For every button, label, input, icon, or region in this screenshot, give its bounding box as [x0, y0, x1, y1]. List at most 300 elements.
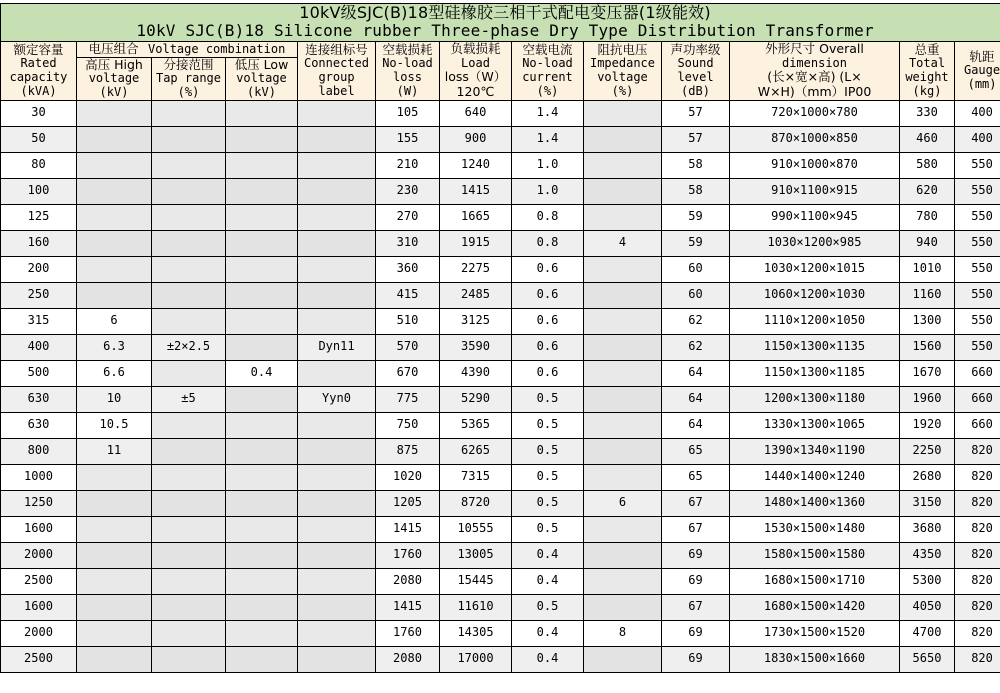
- header-load-loss-unit: 120℃: [440, 85, 511, 99]
- title-chinese: 10kV级SJC(B)18型硅橡胶三相干式配电变压器(1级能效): [1, 4, 1000, 22]
- cell-dimension: 910×1100×915: [730, 178, 900, 204]
- cell-no-load-loss: 415: [376, 282, 440, 308]
- header-sound-level-en1: Sound: [662, 57, 729, 71]
- cell-group-label: [298, 594, 376, 620]
- cell-impedance-voltage: [584, 646, 662, 672]
- cell-no-load-current: 0.5: [512, 464, 584, 490]
- cell-group-label: [298, 620, 376, 646]
- cell-sound-level: 69: [662, 568, 730, 594]
- cell-no-load-current: 0.8: [512, 230, 584, 256]
- cell-dimension: 1110×1200×1050: [730, 308, 900, 334]
- cell-lv-voltage: [226, 204, 298, 230]
- cell-impedance-voltage: [584, 126, 662, 152]
- cell-gauge: 820: [955, 438, 1000, 464]
- table-row: [1, 100, 1000, 126]
- cell-sound-level: 64: [662, 412, 730, 438]
- cell-rated-capacity: 800: [1, 438, 77, 464]
- transformer-spec-table: [0, 3, 1000, 673]
- cell-no-load-loss: 1020: [376, 464, 440, 490]
- cell-tap-range: [152, 516, 226, 542]
- cell-dimension: 720×1000×780: [730, 100, 900, 126]
- cell-sound-level: 58: [662, 178, 730, 204]
- cell-no-load-current: 0.6: [512, 360, 584, 386]
- cell-hv-voltage: 6: [77, 308, 152, 334]
- cell-group-label: [298, 568, 376, 594]
- cell-total-weight: 1560: [900, 334, 955, 360]
- cell-load-loss: 15445: [440, 568, 512, 594]
- cell-load-loss: 2275: [440, 256, 512, 282]
- cell-tap-range: [152, 308, 226, 334]
- cell-no-load-loss: 775: [376, 386, 440, 412]
- header-impedance-voltage-unit: (%): [584, 85, 661, 99]
- cell-tap-range: [152, 594, 226, 620]
- header-voltage-combination-en: Voltage combination: [148, 43, 285, 57]
- cell-load-loss: 900: [440, 126, 512, 152]
- cell-impedance-voltage: [584, 542, 662, 568]
- cell-hv-voltage: [77, 282, 152, 308]
- header-impedance-voltage-en2: voltage: [584, 71, 661, 85]
- cell-gauge: 820: [955, 646, 1000, 672]
- cell-impedance-voltage: [584, 152, 662, 178]
- cell-group-label: [298, 438, 376, 464]
- cell-hv-voltage: 6.6: [77, 360, 152, 386]
- header-rated-capacity-cn: 额定容量: [1, 43, 76, 57]
- cell-group-label: [298, 100, 376, 126]
- cell-tap-range: [152, 230, 226, 256]
- cell-total-weight: 3680: [900, 516, 955, 542]
- cell-tap-range: ±2×2.5: [152, 334, 226, 360]
- cell-tap-range: [152, 126, 226, 152]
- cell-no-load-loss: 875: [376, 438, 440, 464]
- transformer-spec-sheet: [0, 3, 1000, 693]
- cell-group-label: [298, 204, 376, 230]
- header-hv-unit: (kV): [77, 86, 151, 100]
- cell-gauge: 820: [955, 490, 1000, 516]
- cell-hv-voltage: [77, 594, 152, 620]
- cell-group-label: [298, 282, 376, 308]
- cell-hv-voltage: [77, 152, 152, 178]
- cell-total-weight: 4050: [900, 594, 955, 620]
- cell-total-weight: 4350: [900, 542, 955, 568]
- header-hv: [77, 57, 152, 100]
- cell-impedance-voltage: [584, 282, 662, 308]
- header-voltage-combination: [77, 41, 298, 57]
- cell-no-load-loss: 750: [376, 412, 440, 438]
- cell-dimension: 1830×1500×1660: [730, 646, 900, 672]
- table-row: [1, 542, 1000, 568]
- cell-sound-level: 69: [662, 646, 730, 672]
- cell-no-load-current: 0.4: [512, 568, 584, 594]
- cell-no-load-current: 0.6: [512, 334, 584, 360]
- table-row: [1, 568, 1000, 594]
- cell-tap-range: [152, 178, 226, 204]
- cell-tap-range: [152, 490, 226, 516]
- cell-hv-voltage: [77, 204, 152, 230]
- cell-hv-voltage: [77, 568, 152, 594]
- cell-lv-voltage: [226, 178, 298, 204]
- cell-no-load-loss: 670: [376, 360, 440, 386]
- cell-rated-capacity: 400: [1, 334, 77, 360]
- cell-sound-level: 69: [662, 542, 730, 568]
- cell-lv-voltage: [226, 516, 298, 542]
- cell-dimension: 1390×1340×1190: [730, 438, 900, 464]
- cell-no-load-current: 0.6: [512, 308, 584, 334]
- cell-total-weight: 1920: [900, 412, 955, 438]
- cell-load-loss: 4390: [440, 360, 512, 386]
- table-row: [1, 308, 1000, 334]
- cell-sound-level: 59: [662, 204, 730, 230]
- header-sound-level-unit: (dB): [662, 85, 729, 99]
- cell-load-loss: 6265: [440, 438, 512, 464]
- cell-impedance-voltage: [584, 256, 662, 282]
- cell-gauge: 550: [955, 152, 1000, 178]
- cell-gauge: 820: [955, 542, 1000, 568]
- cell-rated-capacity: 50: [1, 126, 77, 152]
- cell-no-load-current: 0.4: [512, 646, 584, 672]
- table-row: [1, 646, 1000, 672]
- cell-group-label: [298, 230, 376, 256]
- header-gauge-cn: 轨距: [955, 50, 1000, 64]
- cell-lv-voltage: [226, 542, 298, 568]
- header-no-load-loss-unit: (W): [376, 85, 439, 99]
- cell-gauge: 820: [955, 464, 1000, 490]
- header-impedance-voltage: [584, 41, 662, 100]
- cell-no-load-loss: 230: [376, 178, 440, 204]
- cell-sound-level: 60: [662, 282, 730, 308]
- cell-hv-voltage: [77, 542, 152, 568]
- cell-impedance-voltage: [584, 334, 662, 360]
- cell-load-loss: 1240: [440, 152, 512, 178]
- header-dimension: [730, 41, 900, 100]
- cell-gauge: 550: [955, 256, 1000, 282]
- cell-no-load-loss: 1760: [376, 620, 440, 646]
- cell-no-load-current: 0.5: [512, 490, 584, 516]
- cell-rated-capacity: 100: [1, 178, 77, 204]
- header-no-load-loss: [376, 41, 440, 100]
- cell-dimension: 1530×1500×1480: [730, 516, 900, 542]
- table-row: [1, 282, 1000, 308]
- cell-tap-range: [152, 282, 226, 308]
- cell-sound-level: 62: [662, 334, 730, 360]
- cell-lv-voltage: [226, 464, 298, 490]
- header-no-load-loss-en2: loss: [376, 71, 439, 85]
- header-tap-range-unit: (%): [152, 86, 225, 100]
- cell-total-weight: 780: [900, 204, 955, 230]
- cell-rated-capacity: 1600: [1, 516, 77, 542]
- cell-impedance-voltage: 6: [584, 490, 662, 516]
- cell-gauge: 660: [955, 386, 1000, 412]
- cell-load-loss: 1415: [440, 178, 512, 204]
- cell-impedance-voltage: 8: [584, 620, 662, 646]
- cell-gauge: 400: [955, 126, 1000, 152]
- cell-total-weight: 460: [900, 126, 955, 152]
- cell-load-loss: 8720: [440, 490, 512, 516]
- cell-rated-capacity: 30: [1, 100, 77, 126]
- cell-rated-capacity: 125: [1, 204, 77, 230]
- cell-load-loss: 2485: [440, 282, 512, 308]
- cell-tap-range: [152, 360, 226, 386]
- cell-dimension: 1680×1500×1710: [730, 568, 900, 594]
- header-no-load-current-en1: No-load: [512, 57, 583, 71]
- cell-gauge: 550: [955, 308, 1000, 334]
- cell-lv-voltage: [226, 412, 298, 438]
- cell-hv-voltage: [77, 646, 152, 672]
- table-row: [1, 620, 1000, 646]
- header-no-load-loss-cn: 空载损耗: [376, 43, 439, 57]
- cell-no-load-current: 0.5: [512, 386, 584, 412]
- cell-no-load-current: 1.0: [512, 152, 584, 178]
- cell-no-load-current: 1.4: [512, 100, 584, 126]
- cell-rated-capacity: 500: [1, 360, 77, 386]
- cell-dimension: 1680×1500×1420: [730, 594, 900, 620]
- cell-lv-voltage: [226, 594, 298, 620]
- header-group-label-en3: label: [298, 85, 375, 99]
- cell-impedance-voltage: [584, 594, 662, 620]
- cell-hv-voltage: [77, 230, 152, 256]
- cell-rated-capacity: 2000: [1, 542, 77, 568]
- cell-sound-level: 65: [662, 438, 730, 464]
- cell-no-load-current: 0.6: [512, 256, 584, 282]
- cell-group-label: [298, 646, 376, 672]
- cell-gauge: 660: [955, 360, 1000, 386]
- cell-load-loss: 3590: [440, 334, 512, 360]
- cell-no-load-current: 1.4: [512, 126, 584, 152]
- cell-lv-voltage: [226, 230, 298, 256]
- cell-lv-voltage: 0.4: [226, 360, 298, 386]
- header-group-label-cn: 连接组标号: [298, 43, 375, 57]
- cell-hv-voltage: 6.3: [77, 334, 152, 360]
- cell-hv-voltage: [77, 100, 152, 126]
- header-group-label-en1: Connected: [298, 57, 375, 71]
- cell-lv-voltage: [226, 438, 298, 464]
- header-no-load-current-cn: 空载电流: [512, 43, 583, 57]
- cell-sound-level: 57: [662, 100, 730, 126]
- cell-gauge: 550: [955, 334, 1000, 360]
- table-row: [1, 152, 1000, 178]
- cell-dimension: 1440×1400×1240: [730, 464, 900, 490]
- cell-no-load-loss: 310: [376, 230, 440, 256]
- table-row: [1, 360, 1000, 386]
- cell-dimension: 1480×1400×1360: [730, 490, 900, 516]
- cell-load-loss: 10555: [440, 516, 512, 542]
- cell-no-load-current: 0.6: [512, 282, 584, 308]
- cell-group-label: Dyn11: [298, 334, 376, 360]
- header-tap-range-cn: 分接范围: [152, 58, 225, 72]
- cell-lv-voltage: [226, 568, 298, 594]
- header-load-loss-en2: loss（W）: [440, 70, 511, 84]
- header-rated-capacity-en1: Rated: [1, 57, 76, 71]
- header-gauge: [955, 41, 1000, 100]
- cell-no-load-loss: 570: [376, 334, 440, 360]
- table-row: [1, 464, 1000, 490]
- cell-gauge: 550: [955, 282, 1000, 308]
- cell-impedance-voltage: [584, 464, 662, 490]
- header-gauge-en: Gauge: [955, 64, 1000, 78]
- header-load-loss-cn: 负载损耗: [440, 42, 511, 56]
- cell-lv-voltage: [226, 282, 298, 308]
- cell-rated-capacity: 630: [1, 386, 77, 412]
- cell-no-load-loss: 105: [376, 100, 440, 126]
- cell-dimension: 1150×1300×1185: [730, 360, 900, 386]
- cell-lv-voltage: [226, 646, 298, 672]
- cell-rated-capacity: 2500: [1, 568, 77, 594]
- cell-rated-capacity: 80: [1, 152, 77, 178]
- cell-rated-capacity: 1250: [1, 490, 77, 516]
- cell-tap-range: [152, 620, 226, 646]
- cell-tap-range: [152, 646, 226, 672]
- cell-total-weight: 1300: [900, 308, 955, 334]
- header-total-weight: [900, 41, 955, 100]
- header-total-weight-cn: 总重: [900, 43, 954, 57]
- cell-hv-voltage: [77, 256, 152, 282]
- cell-total-weight: 4700: [900, 620, 955, 646]
- cell-impedance-voltage: [584, 412, 662, 438]
- cell-gauge: 820: [955, 620, 1000, 646]
- cell-impedance-voltage: [584, 568, 662, 594]
- cell-no-load-loss: 2080: [376, 568, 440, 594]
- cell-gauge: 820: [955, 568, 1000, 594]
- cell-dimension: 1580×1500×1580: [730, 542, 900, 568]
- cell-impedance-voltage: [584, 438, 662, 464]
- cell-sound-level: 64: [662, 386, 730, 412]
- cell-dimension: 870×1000×850: [730, 126, 900, 152]
- header-impedance-voltage-en1: Impedance: [584, 57, 661, 71]
- cell-tap-range: [152, 464, 226, 490]
- header-sound-level: [662, 41, 730, 100]
- cell-sound-level: 64: [662, 360, 730, 386]
- cell-gauge: 400: [955, 100, 1000, 126]
- cell-rated-capacity: 1000: [1, 464, 77, 490]
- table-row: [1, 256, 1000, 282]
- cell-load-loss: 17000: [440, 646, 512, 672]
- header-voltage-combination-cn: 电压组合: [89, 42, 139, 56]
- cell-total-weight: 580: [900, 152, 955, 178]
- cell-dimension: 1200×1300×1180: [730, 386, 900, 412]
- cell-impedance-voltage: [584, 516, 662, 542]
- cell-no-load-loss: 270: [376, 204, 440, 230]
- cell-rated-capacity: 200: [1, 256, 77, 282]
- header-group-label: [298, 41, 376, 100]
- cell-total-weight: 1670: [900, 360, 955, 386]
- cell-dimension: 1730×1500×1520: [730, 620, 900, 646]
- cell-group-label: [298, 542, 376, 568]
- cell-dimension: 1030×1200×1015: [730, 256, 900, 282]
- cell-no-load-loss: 1415: [376, 516, 440, 542]
- header-dimension-cn: 外形尺寸 Overall: [730, 42, 899, 56]
- cell-tap-range: [152, 204, 226, 230]
- cell-rated-capacity: 160: [1, 230, 77, 256]
- cell-no-load-loss: 1205: [376, 490, 440, 516]
- cell-total-weight: 5650: [900, 646, 955, 672]
- cell-load-loss: 1915: [440, 230, 512, 256]
- cell-tap-range: [152, 542, 226, 568]
- table-row: [1, 334, 1000, 360]
- cell-group-label: [298, 178, 376, 204]
- header-total-weight-en2: weight: [900, 71, 954, 85]
- cell-lv-voltage: [226, 126, 298, 152]
- header-total-weight-en1: Total: [900, 57, 954, 71]
- header-rated-capacity: [1, 41, 77, 100]
- cell-group-label: [298, 152, 376, 178]
- cell-sound-level: 65: [662, 464, 730, 490]
- header-lv-cn: 低压 Low: [226, 58, 297, 72]
- cell-sound-level: 69: [662, 620, 730, 646]
- header-load-loss: [440, 41, 512, 100]
- header-dimension-en2: (长×宽×高) (L×: [730, 70, 899, 84]
- cell-dimension: 1330×1300×1065: [730, 412, 900, 438]
- cell-total-weight: 330: [900, 100, 955, 126]
- cell-rated-capacity: 315: [1, 308, 77, 334]
- cell-rated-capacity: 2500: [1, 646, 77, 672]
- cell-hv-voltage: [77, 178, 152, 204]
- cell-total-weight: 1160: [900, 282, 955, 308]
- cell-group-label: [298, 360, 376, 386]
- cell-hv-voltage: [77, 126, 152, 152]
- header-no-load-loss-en1: No-load: [376, 57, 439, 71]
- cell-lv-voltage: [226, 100, 298, 126]
- cell-gauge: 550: [955, 178, 1000, 204]
- cell-dimension: 1150×1300×1135: [730, 334, 900, 360]
- header-sound-level-cn: 声功率级: [662, 43, 729, 57]
- cell-no-load-current: 0.4: [512, 542, 584, 568]
- title-english: 10kV SJC(B)18 Silicone rubber Three-phase Dry Type Distribution Transformer: [1, 22, 1000, 40]
- cell-gauge: 660: [955, 412, 1000, 438]
- cell-load-loss: 5365: [440, 412, 512, 438]
- cell-sound-level: 67: [662, 516, 730, 542]
- cell-no-load-current: 0.4: [512, 620, 584, 646]
- cell-group-label: [298, 412, 376, 438]
- cell-impedance-voltage: 4: [584, 230, 662, 256]
- cell-hv-voltage: [77, 516, 152, 542]
- table-row: [1, 438, 1000, 464]
- table-title-row: [1, 4, 1000, 42]
- cell-no-load-current: 0.5: [512, 594, 584, 620]
- cell-no-load-current: 0.8: [512, 204, 584, 230]
- header-hv-en: voltage: [77, 72, 151, 86]
- cell-tap-range: [152, 256, 226, 282]
- cell-load-loss: 3125: [440, 308, 512, 334]
- cell-tap-range: [152, 438, 226, 464]
- header-dimension-en1: dimension: [730, 57, 899, 71]
- cell-tap-range: [152, 152, 226, 178]
- table-row: [1, 412, 1000, 438]
- cell-total-weight: 1960: [900, 386, 955, 412]
- cell-lv-voltage: [226, 334, 298, 360]
- cell-rated-capacity: 630: [1, 412, 77, 438]
- cell-sound-level: 59: [662, 230, 730, 256]
- cell-hv-voltage: [77, 464, 152, 490]
- cell-no-load-loss: 1760: [376, 542, 440, 568]
- cell-rated-capacity: 1600: [1, 594, 77, 620]
- cell-no-load-current: 0.5: [512, 438, 584, 464]
- cell-tap-range: ±5: [152, 386, 226, 412]
- cell-dimension: 990×1100×945: [730, 204, 900, 230]
- cell-group-label: [298, 256, 376, 282]
- header-total-weight-unit: (kg): [900, 85, 954, 99]
- cell-total-weight: 2680: [900, 464, 955, 490]
- cell-load-loss: 1665: [440, 204, 512, 230]
- cell-gauge: 820: [955, 594, 1000, 620]
- header-rated-capacity-en2: capacity: [1, 71, 76, 85]
- cell-impedance-voltage: [584, 386, 662, 412]
- header-tap-range: [152, 57, 226, 100]
- cell-sound-level: 57: [662, 126, 730, 152]
- cell-tap-range: [152, 100, 226, 126]
- cell-group-label: [298, 308, 376, 334]
- cell-hv-voltage: [77, 620, 152, 646]
- cell-no-load-loss: 210: [376, 152, 440, 178]
- header-group-label-en2: group: [298, 71, 375, 85]
